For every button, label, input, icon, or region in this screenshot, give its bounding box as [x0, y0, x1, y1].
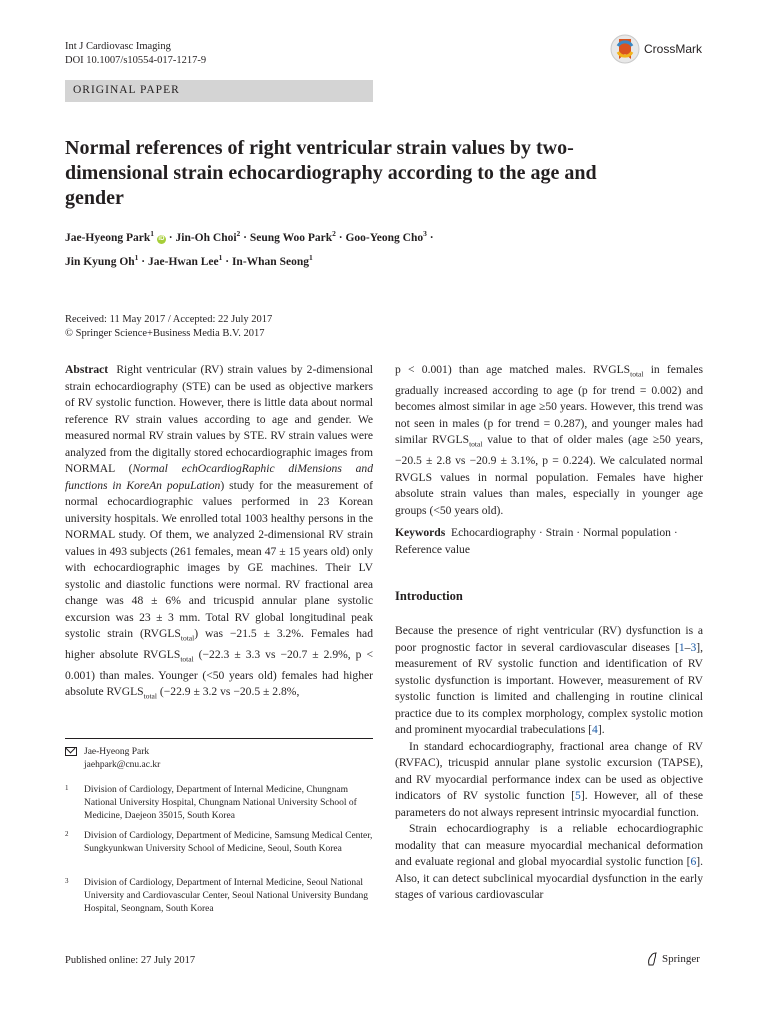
abstract-text: ) was −21.5 ± 3.2%. Females had higher absolute RVGLS	[65, 627, 374, 661]
doi[interactable]: DOI 10.1007/s10554-017-1217-9	[65, 55, 207, 66]
affiliation-2	[65, 830, 373, 870]
crossmark-icon	[610, 32, 640, 66]
affiliation-text: Division of Cardiology, Department of Internal Medicine, Seoul National University and Cardiovascular Center, Seoul National University Bundang Hospital, Seongnam, South Korea	[84, 878, 369, 914]
introduction-body	[395, 623, 703, 904]
abstract-text: in females gradually increased according to age (p for trend = 0.002) and becomes almost similar in age ≥50 years. However, this trend was not seen in males (p for trend = 0.287), and younger males had similar RVGLS	[395, 363, 703, 447]
affiliation-number: 1	[65, 784, 69, 792]
author-list: Jae-Hyeong Park$^1$ iD · Jin-Oh Choi$^2$ · Seung Woo Park$^2$ · Goo-Yeong Cho$^3$ · Jin Kyung $Oh^1$ · Jae-Hwan Lee$^1$ · In-Whan Seong$^1$	[65, 229, 434, 268]
published-online-date: Published online: 27 July 2017	[65, 955, 196, 966]
affiliation-marker: 2	[236, 229, 241, 238]
affiliation-1	[65, 784, 373, 824]
subscript: total	[630, 369, 644, 379]
abstract-text: p < 0.001) than age matched males. RVGLS	[395, 363, 631, 376]
copyright: © Springer Science+Business Media B.V. 2017	[65, 328, 265, 339]
affiliation-3	[65, 877, 373, 931]
envelope-icon	[65, 747, 77, 756]
affiliation-text: Division of Cardiology, Department of Medicine, Samsung Medical Center, Sungkyunkwan University School of Medicine, Seoul, South Korea	[84, 831, 373, 854]
affiliation-text: Division of Cardiology, Department of Internal Medicine, Chungnam National University Hospital, Chungnam National University School of Medicine, Daejeon 35015, South Korea	[84, 785, 357, 821]
abstract-text: (−22.3 ± 3.3 vs −20.7 ± 2.9%, p < 0.001) than males. Younger (<50 years old) females had higher absolute RVGLS	[65, 647, 374, 699]
paragraph-text: Because the presence of right ventricular (RV) dysfunction is a poor prognostic factor in several cardiovascular diseases [	[395, 624, 703, 654]
paragraph-text: ], measurement of RV systolic function and identification of RV systolic dysfunction is important. However, measurement of RV systolic function is limited and challenging in routine clinical practice due to its complex morphology, complex systolic motion and prominent myocardial trabeculations [	[395, 640, 703, 736]
publisher-name: Springer	[662, 953, 700, 965]
paragraph-text: ]. However, all of these parameters do not always represent intrinsic myocardial function.	[395, 789, 703, 819]
abstract-label: Abstract	[65, 363, 109, 376]
author-name[interactable]: Jin Kyung Oh	[65, 255, 135, 268]
affiliation-marker: 1	[150, 229, 155, 238]
citation-link[interactable]: 6	[690, 855, 697, 868]
affiliation-marker: 1	[308, 252, 313, 262]
received-accepted-dates: Received: 11 May 2017 / Accepted: 22 July 2017	[65, 314, 273, 325]
study-name-expansion: Normal echOcardiogRaphic diMensions and functions in KoreAn popuLation	[65, 462, 373, 492]
abstract-continued	[395, 362, 703, 519]
corresponding-author-email[interactable]: jaehpark@cnu.ac.kr	[84, 760, 161, 770]
citation-link[interactable]: 5	[575, 789, 581, 802]
affiliation-marker: 1	[134, 252, 139, 262]
paragraph	[395, 623, 703, 739]
abstract-text: ) study for the measurement of normal echocardiographic values performed in 23 Korean university hospitals. We enrolled total 1003 healthy persons in the NORMAL study. Of them, we analyzed 2-dimensional RV strain values in 493 subjects (261 females, mean 47 ± 15 years old) only with echocardiographic images by GE machines. Their LV systolic and diastolic functions were normal. RV fractional area change was 48 ± 6% and tricuspid annular plane systolic excursion was 23 ± 3 mm. Total RV global longitudinal peak systolic strain (RVGLS	[65, 478, 373, 640]
abstract-text: (−22.9 ± 3.2 vs −20.5 ± 2.8%,	[156, 685, 300, 699]
subscript: total	[180, 633, 195, 643]
orcid-icon[interactable]: iD	[158, 235, 165, 242]
author-name[interactable]: Jae-Hwan Lee	[148, 255, 219, 268]
citation-link[interactable]: 4	[592, 723, 598, 736]
paragraph	[395, 739, 703, 822]
author-name[interactable]: Jin-Oh Choi	[175, 231, 237, 244]
abstract-text: value to that of older males (age ≥50 years, −20.5 ± 2.8 vs −20.9 ± 3.1%, p = 0.224). We calculated normal RVGLS values in normal population. Females have higher absolute strain values than males, especially in younger age groups (<50 years old).	[395, 433, 703, 517]
author-name[interactable]: Seung Woo Park	[249, 231, 333, 244]
keywords-text: Echocardiography · Strain · Normal population · Reference value	[395, 526, 678, 556]
corresponding-author	[65, 746, 373, 770]
author-name[interactable]: Jae-Hyeong Park	[65, 231, 151, 244]
corresponding-author-name: Jae-Hyeong Park	[84, 747, 150, 757]
affiliation-marker: 2	[332, 229, 336, 238]
springer-horse-icon	[646, 952, 658, 966]
citation-link[interactable]: 3	[690, 640, 697, 654]
article-type-banner	[65, 80, 373, 102]
abstract-text: Right ventricular (RV) strain values by 2-dimensional strain echocardiography (STE) can be used as objective markers of RV systolic function. However, there is little data about normal reference RV strain values according to age and gender. We measured normal RV strain values by STE. RV strain values were analyzed from the digitally stored echocardiographic images from NORMAL (	[65, 363, 374, 475]
journal-name: Int J Cardiovasc Imaging	[65, 41, 171, 52]
affiliation-marker: 1	[218, 252, 223, 262]
abstract	[65, 362, 373, 705]
affiliation-number: 3	[65, 877, 69, 885]
crossmark-label: CrossMark	[644, 42, 703, 56]
footnote-divider	[65, 738, 373, 739]
paragraph-text: –	[684, 640, 691, 654]
keywords	[395, 525, 703, 558]
citation-link[interactable]: 1	[678, 640, 685, 654]
author-name[interactable]: In-Whan Seong	[231, 255, 309, 268]
subscript: total	[180, 654, 194, 664]
paragraph-text: ]. Also, it can detect subclinical myocardial dysfunction in the early stages of various cardiovascular	[395, 855, 703, 901]
paragraph-text: Strain echocardiography is a reliable echocardiographic modality that can measure myocardial mechanical deformation and evaluate regional and global myocardial systolic function [	[395, 822, 703, 868]
paragraph-text: ].	[597, 723, 605, 736]
author-name[interactable]: Goo-Yeong Cho	[345, 231, 424, 244]
paper-title: Normal references of right ventricular strain values by two-dimensional strain echocardiography according to the age and gender	[65, 137, 597, 209]
paragraph-text: In standard echocardiography, fractional area change of RV (RVFAC), tricuspid annular plane systolic excursion (TAPSE), and RV myocardial performance index can be used as objective indicators of RV systolic function [	[395, 739, 703, 802]
affiliation-marker: 3	[423, 229, 427, 238]
publisher-logo	[646, 952, 700, 966]
section-heading: Introduction	[395, 589, 463, 603]
article-type: ORIGINAL PAPER	[73, 84, 180, 96]
affiliation-number: 2	[65, 830, 69, 838]
crossmark-badge[interactable]	[610, 32, 702, 66]
subscript: total	[469, 439, 483, 449]
subscript: total	[143, 691, 157, 701]
paragraph	[395, 821, 703, 904]
keywords-label: Keywords	[395, 526, 446, 539]
